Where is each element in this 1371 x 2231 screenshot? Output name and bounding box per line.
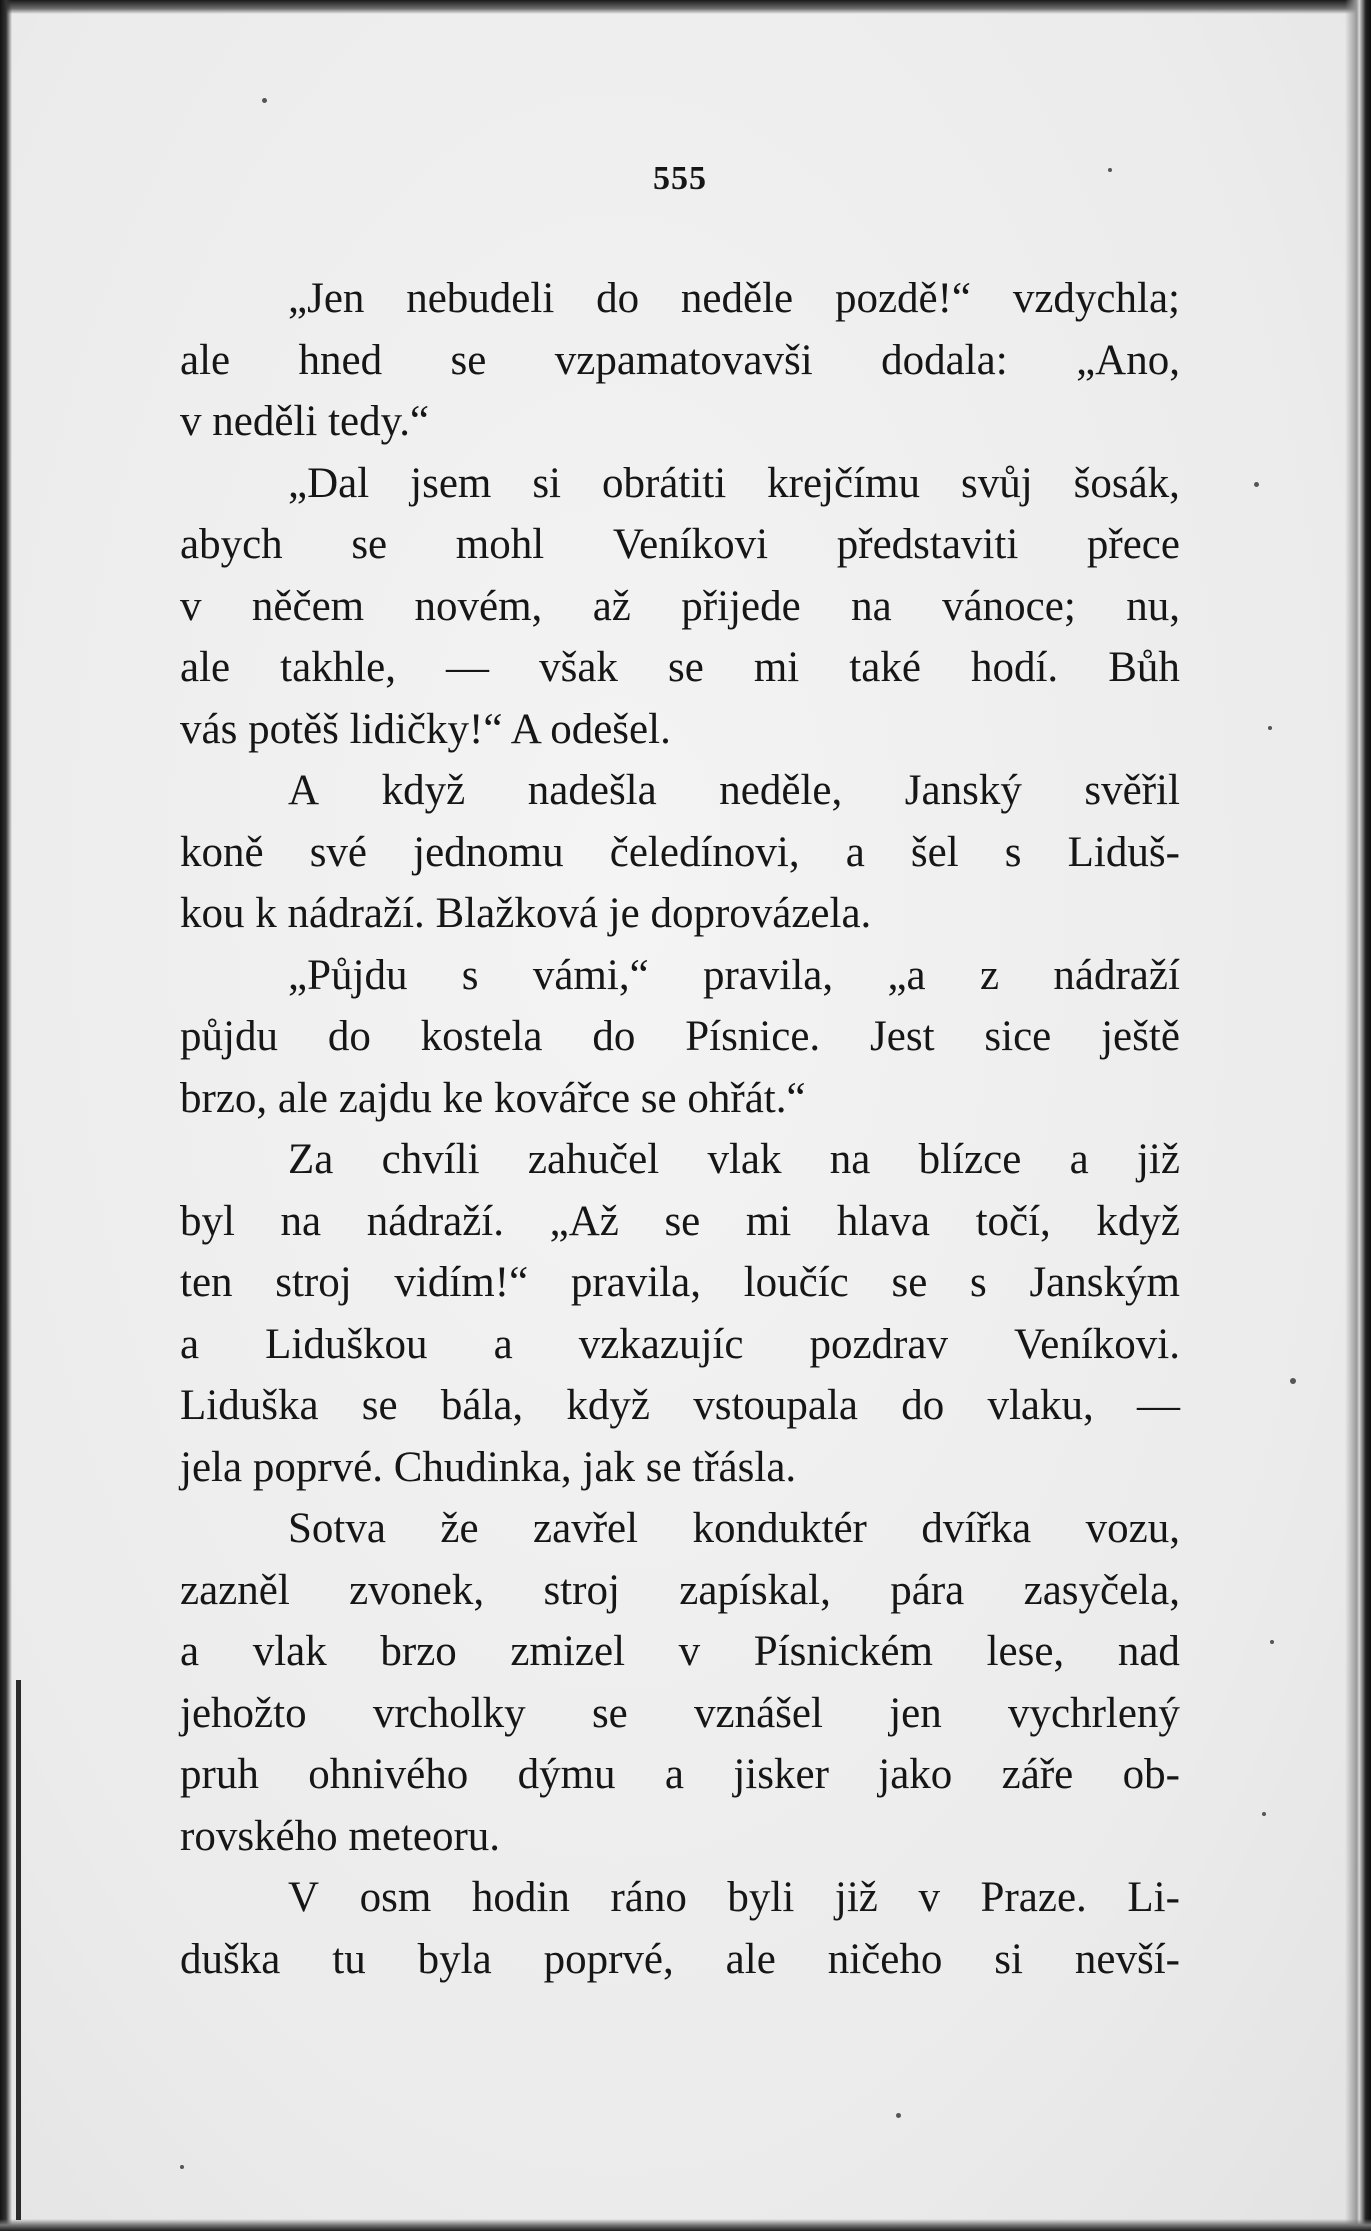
- text-word: vrcholky: [372, 1689, 526, 1737]
- text-word: a: [493, 1320, 513, 1368]
- text-word: se: [450, 336, 487, 384]
- text-word: vlak: [707, 1136, 782, 1183]
- text-line: [180, 760, 1180, 822]
- text-word: loučíc: [743, 1259, 849, 1306]
- text-word: s: [1004, 828, 1022, 876]
- text-word: Za: [288, 1136, 334, 1183]
- text-word: Veníkovi.: [1013, 1320, 1180, 1368]
- scan-border-top: [0, 0, 1371, 14]
- text-word: nad: [1117, 1628, 1180, 1675]
- text-word: V: [288, 1874, 320, 1921]
- text-word: záře: [1001, 1751, 1074, 1798]
- text-line: [180, 1498, 1180, 1560]
- text-word: zasyčela,: [1023, 1566, 1180, 1614]
- text-word: zahučel: [527, 1136, 660, 1183]
- text-word: pozdě!“: [834, 275, 972, 322]
- scan-speck: [1270, 1640, 1274, 1644]
- text-word: vlak: [252, 1628, 327, 1675]
- text-word: „Dal: [288, 459, 370, 507]
- scan-border-bottom: [0, 2219, 1371, 2231]
- text-word: jen: [889, 1689, 942, 1737]
- text-word: vlaku,: [987, 1382, 1094, 1429]
- text-word: abych: [180, 521, 283, 568]
- text-word: z: [979, 951, 1000, 999]
- text-line: [180, 1068, 1180, 1130]
- text-word: mi: [745, 1197, 792, 1245]
- text-word: stroj: [543, 1566, 620, 1614]
- text-word: zavřel: [533, 1505, 639, 1552]
- text-word: hlava: [836, 1197, 930, 1245]
- text-word: jednomu: [413, 828, 564, 876]
- text-word: „Jen: [288, 275, 365, 322]
- text-word: pruh: [180, 1751, 259, 1798]
- text-word: až: [592, 582, 631, 630]
- text-line: [180, 1437, 1180, 1499]
- text-word: ještě: [1101, 1013, 1180, 1060]
- text-word: Liduška: [180, 1382, 319, 1429]
- text-word: se: [591, 1689, 628, 1737]
- text-line-content: rovského meteoru.: [180, 1812, 501, 1860]
- text-word: koně: [180, 828, 264, 876]
- text-word: jehožto: [180, 1689, 307, 1737]
- text-word: sice: [984, 1013, 1052, 1060]
- text-word: šel: [910, 828, 959, 876]
- text-word: také: [849, 644, 921, 691]
- text-line: [180, 391, 1180, 453]
- text-word: přece: [1086, 521, 1180, 568]
- text-word: pára: [890, 1566, 965, 1614]
- text-line: [180, 1314, 1180, 1376]
- text-word: na: [829, 1136, 871, 1183]
- text-word: —: [446, 644, 490, 691]
- text-word: krejčímu: [767, 459, 920, 507]
- text-word: vzkazujíc: [578, 1320, 744, 1368]
- text-word: do: [596, 275, 640, 322]
- text-word: své: [309, 828, 368, 876]
- text-word: bála,: [440, 1382, 524, 1429]
- text-word: dodala:: [881, 336, 1008, 384]
- scan-speck: [1262, 1812, 1266, 1816]
- text-word: s: [461, 951, 479, 999]
- text-word: Janský: [904, 767, 1022, 814]
- text-line: [180, 1683, 1180, 1745]
- scan-speck: [180, 2165, 184, 2169]
- text-word: si: [532, 459, 562, 507]
- text-line-content: vás potěš lidičky!“ A odešel.: [180, 705, 671, 753]
- text-word: jsem: [410, 459, 492, 507]
- text-line-content: kou k nádraží. Blažková je doprovázela.: [180, 890, 872, 937]
- text-line: [180, 637, 1180, 699]
- text-word: blízce: [918, 1136, 1022, 1183]
- text-word: ob-: [1122, 1751, 1180, 1798]
- text-line: [180, 330, 1180, 392]
- text-word: Bůh: [1108, 644, 1180, 691]
- text-word: vánoce;: [942, 582, 1076, 630]
- text-word: a: [180, 1320, 200, 1368]
- text-word: pravila,: [570, 1259, 701, 1306]
- scan-border-left: [0, 0, 12, 2231]
- text-word: točí,: [975, 1197, 1051, 1245]
- page-number: 555: [653, 160, 707, 197]
- text-word: se: [361, 1382, 398, 1429]
- text-word: pravila,: [703, 951, 834, 999]
- text-word: pozdrav: [809, 1320, 948, 1368]
- text-line: [180, 883, 1180, 945]
- text-word: chvíli: [381, 1136, 480, 1183]
- text-word: neděle: [680, 275, 794, 322]
- text-word: vzdychla;: [1012, 275, 1180, 322]
- text-word: zmizel: [510, 1628, 626, 1675]
- text-word: hodin: [471, 1874, 570, 1921]
- text-word: a: [1069, 1136, 1089, 1183]
- text-word: mi: [753, 644, 800, 691]
- text-word: vychrlený: [1008, 1689, 1180, 1737]
- text-word: čeledínovi,: [609, 828, 800, 876]
- text-word: se: [891, 1259, 928, 1306]
- text-line: [180, 1191, 1180, 1253]
- text-word: vznášel: [694, 1689, 823, 1737]
- text-word: duška: [180, 1935, 281, 1983]
- text-line: [180, 1744, 1180, 1806]
- text-word: vozu,: [1085, 1505, 1180, 1552]
- text-word: v: [918, 1874, 940, 1921]
- text-word: ale: [180, 336, 231, 384]
- text-word: ten: [180, 1259, 233, 1306]
- scan-speck: [1254, 482, 1259, 487]
- scan-border-right: [1345, 0, 1371, 2231]
- text-line-content: jela poprvé. Chudinka, jak se třásla.: [180, 1443, 797, 1491]
- text-word: a: [180, 1628, 200, 1675]
- text-word: přijede: [681, 582, 801, 630]
- text-word: na: [280, 1197, 322, 1245]
- text-word: Písnice.: [685, 1013, 821, 1060]
- text-word: však: [539, 644, 618, 691]
- text-word: nu,: [1126, 582, 1180, 630]
- scan-speck: [1290, 1378, 1296, 1384]
- text-word: šosák,: [1073, 459, 1180, 507]
- text-word: mohl: [455, 521, 545, 568]
- text-word: byli: [727, 1874, 795, 1921]
- text-word: svůj: [960, 459, 1033, 507]
- text-word: „a: [887, 951, 926, 999]
- text-word: Liduš-: [1067, 828, 1180, 876]
- text-word: novém,: [414, 582, 543, 630]
- text-line: [180, 1867, 1180, 1929]
- text-word: nadešla: [527, 767, 657, 814]
- text-word: vámi,“: [532, 951, 649, 999]
- text-word: A: [288, 767, 320, 814]
- scan-speck: [896, 2113, 901, 2118]
- text-line: [180, 1375, 1180, 1437]
- scan-speck: [262, 98, 267, 103]
- text-line: [180, 576, 1180, 638]
- text-word: dýmu: [517, 1751, 616, 1798]
- text-line: [180, 514, 1180, 576]
- text-word: ničeho: [827, 1935, 943, 1983]
- text-word: jisker: [733, 1751, 829, 1798]
- text-word: do: [592, 1013, 636, 1060]
- text-line-content: brzo, ale zajdu ke kovářce se ohřát.“: [180, 1074, 806, 1122]
- scan-edge-mark: [16, 1680, 21, 2220]
- text-word: do: [327, 1013, 371, 1060]
- text-word: poprvé,: [543, 1935, 674, 1983]
- text-word: vzpamatovavši: [554, 336, 813, 384]
- text-word: zazněl: [180, 1566, 290, 1614]
- text-word: Janským: [1029, 1259, 1180, 1306]
- text-word: nádraží.: [366, 1197, 505, 1245]
- text-line: [180, 1806, 1180, 1868]
- text-word: zapískal,: [679, 1566, 831, 1614]
- text-word: „Až: [549, 1197, 619, 1245]
- text-word: představiti: [836, 521, 1019, 568]
- text-line: [180, 1129, 1180, 1191]
- text-word: neděle,: [719, 767, 843, 814]
- text-word: když: [381, 767, 466, 814]
- text-word: nádraží: [1053, 951, 1180, 999]
- text-line: [180, 1560, 1180, 1622]
- text-word: v: [678, 1628, 701, 1675]
- text-word: vstoupala: [693, 1382, 859, 1429]
- text-word: se: [351, 521, 388, 568]
- text-line: [180, 1929, 1180, 1991]
- text-word: ráno: [610, 1874, 687, 1921]
- text-word: Liduškou: [265, 1320, 428, 1368]
- text-word: takhle,: [280, 644, 396, 691]
- text-line: [180, 1621, 1180, 1683]
- text-word: jako: [878, 1751, 953, 1798]
- text-word: Sotva: [288, 1505, 386, 1552]
- text-word: Veníkovi: [612, 521, 769, 568]
- text-word: Písnickém: [753, 1628, 933, 1675]
- text-word: „Půjdu: [288, 951, 408, 999]
- text-word: a: [845, 828, 865, 876]
- text-word: v: [180, 582, 202, 630]
- text-word: a: [664, 1751, 684, 1798]
- text-word: konduktér: [692, 1505, 867, 1552]
- text-word: ale: [725, 1935, 776, 1983]
- text-word: —: [1136, 1382, 1180, 1429]
- text-line-content: v neděli tedy.“: [180, 398, 430, 445]
- text-word: něčem: [251, 582, 365, 630]
- text-word: již: [834, 1874, 878, 1921]
- text-word: hodí.: [970, 644, 1059, 691]
- text-word: již: [1136, 1136, 1180, 1183]
- scan-speck: [1268, 726, 1272, 730]
- text-word: kostela: [420, 1013, 543, 1060]
- text-word: ohnivého: [308, 1751, 469, 1798]
- text-word: lese,: [986, 1628, 1065, 1675]
- text-word: na: [851, 582, 892, 630]
- text-word: svěřil: [1084, 767, 1180, 814]
- text-word: půjdu: [180, 1013, 278, 1060]
- text-word: se: [664, 1197, 701, 1245]
- text-word: zvonek,: [349, 1566, 485, 1614]
- text-word: do: [901, 1382, 945, 1429]
- text-word: osm: [359, 1874, 432, 1921]
- text-word: Li-: [1127, 1874, 1180, 1921]
- text-word: dvířka: [921, 1505, 1032, 1552]
- text-line: [180, 699, 1180, 761]
- scan-speck: [1108, 168, 1112, 172]
- text-word: Jest: [870, 1013, 935, 1060]
- text-word: tu: [332, 1935, 366, 1983]
- text-word: se: [667, 644, 704, 691]
- text-line: [180, 453, 1180, 515]
- text-line: [180, 1006, 1180, 1068]
- text-word: byl: [180, 1197, 235, 1245]
- text-word: stroj: [275, 1259, 352, 1306]
- text-word: obrátiti: [601, 459, 727, 507]
- text-word: ale: [180, 644, 231, 691]
- body-text: [180, 268, 1180, 1990]
- text-word: s: [970, 1259, 987, 1306]
- text-word: hned: [298, 336, 383, 384]
- text-line: [180, 822, 1180, 884]
- text-line: [180, 1252, 1180, 1314]
- text-word: byla: [417, 1935, 492, 1983]
- text-word: když: [1096, 1197, 1180, 1245]
- text-line: [180, 945, 1180, 1007]
- text-word: si: [994, 1935, 1023, 1983]
- text-word: když: [566, 1382, 650, 1429]
- text-word: že: [440, 1505, 479, 1552]
- text-word: „Ano,: [1076, 336, 1180, 384]
- text-line: [180, 268, 1180, 330]
- text-word: nevší-: [1074, 1935, 1180, 1983]
- text-word: vidím!“: [394, 1259, 529, 1306]
- text-word: brzo: [380, 1628, 457, 1675]
- text-word: Praze.: [980, 1874, 1087, 1921]
- text-word: nebudeli: [406, 275, 555, 322]
